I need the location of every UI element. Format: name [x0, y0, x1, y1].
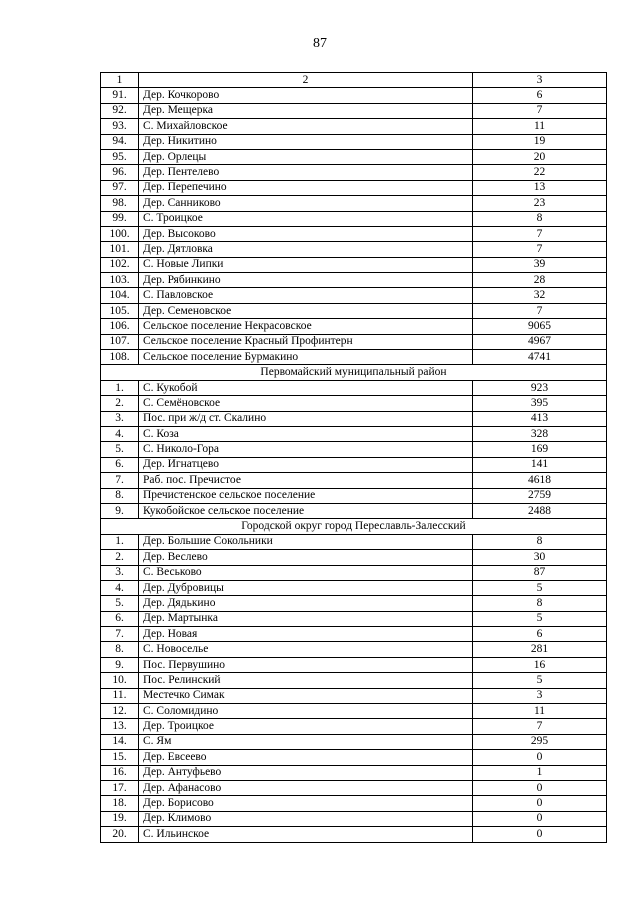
row-number: 95. — [101, 149, 139, 164]
section-title: Городской округ город Переславль-Залесский — [101, 519, 607, 534]
row-number: 7. — [101, 627, 139, 642]
table-row — [101, 442, 607, 457]
settlement-name: Дер. Перепечино — [139, 180, 473, 195]
population-value: 141 — [473, 457, 607, 472]
table-row — [101, 134, 607, 149]
row-number: 107. — [101, 334, 139, 349]
population-value: 4618 — [473, 473, 607, 488]
row-number: 8. — [101, 488, 139, 503]
section-title: Первомайский муниципальный район — [101, 365, 607, 380]
table-row — [101, 119, 607, 134]
row-number: 3. — [101, 565, 139, 580]
row-number: 108. — [101, 350, 139, 365]
population-value: 11 — [473, 704, 607, 719]
row-number: 102. — [101, 257, 139, 272]
table-row — [101, 396, 607, 411]
row-number: 4. — [101, 580, 139, 595]
settlement-name: Дер. Дубровицы — [139, 580, 473, 595]
settlement-name: Кукобойское сельское поселение — [139, 503, 473, 518]
table-row — [101, 673, 607, 688]
table-row — [101, 211, 607, 226]
table-row — [101, 196, 607, 211]
row-number: 91. — [101, 88, 139, 103]
row-number: 19. — [101, 811, 139, 826]
settlement-name: С. Троицкое — [139, 211, 473, 226]
row-number: 100. — [101, 226, 139, 241]
population-value: 2488 — [473, 503, 607, 518]
settlement-name: Дер. Санниково — [139, 196, 473, 211]
population-value: 22 — [473, 165, 607, 180]
row-number: 18. — [101, 796, 139, 811]
population-value: 923 — [473, 380, 607, 395]
population-value: 7 — [473, 103, 607, 118]
settlement-name: Сельское поселение Красный Профинтерн — [139, 334, 473, 349]
population-value: 5 — [473, 611, 607, 626]
row-number: 98. — [101, 196, 139, 211]
population-value: 0 — [473, 780, 607, 795]
settlement-name: С. Кукобой — [139, 380, 473, 395]
row-number: 11. — [101, 688, 139, 703]
population-value: 8 — [473, 534, 607, 549]
settlement-name: Дер. Высоково — [139, 226, 473, 241]
population-value: 7 — [473, 226, 607, 241]
row-number: 105. — [101, 303, 139, 318]
settlement-name: Раб. пос. Пречистое — [139, 473, 473, 488]
table-row — [101, 380, 607, 395]
row-number: 2. — [101, 396, 139, 411]
population-value: 169 — [473, 442, 607, 457]
row-number: 5. — [101, 596, 139, 611]
settlement-name: Дер. Никитино — [139, 134, 473, 149]
settlement-name: Дер. Новая — [139, 627, 473, 642]
table-row — [101, 750, 607, 765]
row-number: 93. — [101, 119, 139, 134]
table-row — [101, 226, 607, 241]
population-value: 4741 — [473, 350, 607, 365]
table-row — [101, 288, 607, 303]
row-number: 3. — [101, 411, 139, 426]
settlement-name: Дер. Афанасово — [139, 780, 473, 795]
row-number: 2. — [101, 550, 139, 565]
settlement-name: С. Семёновское — [139, 396, 473, 411]
population-value: 32 — [473, 288, 607, 303]
population-value: 0 — [473, 796, 607, 811]
row-number: 103. — [101, 273, 139, 288]
row-number: 12. — [101, 704, 139, 719]
row-number: 94. — [101, 134, 139, 149]
settlements-table — [100, 72, 607, 843]
settlement-name: Пос. при ж/д ст. Скалино — [139, 411, 473, 426]
row-number: 20. — [101, 827, 139, 842]
table-row — [101, 257, 607, 272]
settlement-name: Дер. Кочкорово — [139, 88, 473, 103]
population-value: 7 — [473, 719, 607, 734]
table-row — [101, 780, 607, 795]
table-row — [101, 180, 607, 195]
table-row — [101, 488, 607, 503]
settlement-name: Дер. Орлецы — [139, 149, 473, 164]
table-row — [101, 503, 607, 518]
population-value: 6 — [473, 627, 607, 642]
table-row — [101, 565, 607, 580]
row-number: 106. — [101, 319, 139, 334]
row-number: 1. — [101, 534, 139, 549]
header-col-1: 1 — [101, 73, 139, 88]
row-number: 6. — [101, 611, 139, 626]
settlement-name: Дер. Мартынка — [139, 611, 473, 626]
table-row — [101, 242, 607, 257]
population-value: 295 — [473, 734, 607, 749]
row-number: 7. — [101, 473, 139, 488]
settlement-name: Пос. Первушино — [139, 657, 473, 672]
population-value: 7 — [473, 303, 607, 318]
row-number: 5. — [101, 442, 139, 457]
table-row — [101, 627, 607, 642]
table-row — [101, 457, 607, 472]
population-value: 413 — [473, 411, 607, 426]
table-row — [101, 704, 607, 719]
population-value: 9065 — [473, 319, 607, 334]
settlement-name: С. Соломидино — [139, 704, 473, 719]
population-value: 5 — [473, 580, 607, 595]
population-value: 328 — [473, 426, 607, 441]
row-number: 8. — [101, 642, 139, 657]
settlement-name: С. Веськово — [139, 565, 473, 580]
population-value: 6 — [473, 88, 607, 103]
settlement-name: С. Новые Липки — [139, 257, 473, 272]
row-number: 97. — [101, 180, 139, 195]
settlement-name: С. Новоселье — [139, 642, 473, 657]
settlement-name: Пос. Релинский — [139, 673, 473, 688]
table-row — [101, 334, 607, 349]
population-value: 7 — [473, 242, 607, 257]
settlement-name: Дер. Игнатцево — [139, 457, 473, 472]
row-number: 15. — [101, 750, 139, 765]
settlement-name: С. Михайловское — [139, 119, 473, 134]
header-row — [101, 73, 607, 88]
table-row — [101, 88, 607, 103]
table-row — [101, 642, 607, 657]
table-row — [101, 827, 607, 842]
population-value: 8 — [473, 596, 607, 611]
table-row — [101, 103, 607, 118]
settlement-name: Дер. Дядькино — [139, 596, 473, 611]
population-value: 2759 — [473, 488, 607, 503]
settlement-name: Дер. Троицкое — [139, 719, 473, 734]
settlement-name: Дер. Пентелево — [139, 165, 473, 180]
table-row — [101, 149, 607, 164]
table-row — [101, 657, 607, 672]
population-value: 3 — [473, 688, 607, 703]
settlement-name: Дер. Борисово — [139, 796, 473, 811]
settlement-name: Дер. Веслево — [139, 550, 473, 565]
row-number: 17. — [101, 780, 139, 795]
settlement-name: С. Павловское — [139, 288, 473, 303]
population-value: 30 — [473, 550, 607, 565]
header-col-2: 2 — [139, 73, 473, 88]
population-value: 395 — [473, 396, 607, 411]
table-row — [101, 796, 607, 811]
row-number: 99. — [101, 211, 139, 226]
row-number: 1. — [101, 380, 139, 395]
settlement-name: Дер. Евсеево — [139, 750, 473, 765]
settlement-name: Местечко Симак — [139, 688, 473, 703]
settlement-name: С. Ям — [139, 734, 473, 749]
row-number: 101. — [101, 242, 139, 257]
table-row — [101, 550, 607, 565]
population-value: 11 — [473, 119, 607, 134]
table-row — [101, 273, 607, 288]
table-row — [101, 350, 607, 365]
settlement-name: С. Коза — [139, 426, 473, 441]
population-value: 23 — [473, 196, 607, 211]
settlement-name: Пречистенское сельское поселение — [139, 488, 473, 503]
table-row — [101, 303, 607, 318]
population-value: 28 — [473, 273, 607, 288]
table-row — [101, 719, 607, 734]
table-body — [101, 73, 607, 843]
row-number: 6. — [101, 457, 139, 472]
table-row — [101, 319, 607, 334]
settlement-name: Дер. Дятловка — [139, 242, 473, 257]
settlement-name: Дер. Мещерка — [139, 103, 473, 118]
header-col-3: 3 — [473, 73, 607, 88]
row-number: 13. — [101, 719, 139, 734]
row-number: 14. — [101, 734, 139, 749]
settlement-name: Дер. Рябинкино — [139, 273, 473, 288]
settlement-name: Сельское поселение Бурмакино — [139, 350, 473, 365]
population-value: 39 — [473, 257, 607, 272]
population-value: 281 — [473, 642, 607, 657]
table-row — [101, 688, 607, 703]
settlement-name: Дер. Большие Сокольники — [139, 534, 473, 549]
population-value: 0 — [473, 827, 607, 842]
settlement-name: С. Ильинское — [139, 827, 473, 842]
table-row — [101, 426, 607, 441]
population-value: 16 — [473, 657, 607, 672]
table-row — [101, 580, 607, 595]
population-value: 0 — [473, 750, 607, 765]
section-header-row — [101, 365, 607, 380]
row-number: 104. — [101, 288, 139, 303]
table-row — [101, 473, 607, 488]
population-value: 20 — [473, 149, 607, 164]
row-number: 16. — [101, 765, 139, 780]
population-value: 4967 — [473, 334, 607, 349]
table-row — [101, 765, 607, 780]
table-row — [101, 596, 607, 611]
table-row — [101, 165, 607, 180]
row-number: 9. — [101, 657, 139, 672]
settlement-name: Дер. Климово — [139, 811, 473, 826]
population-value: 19 — [473, 134, 607, 149]
table-row — [101, 411, 607, 426]
population-value: 5 — [473, 673, 607, 688]
row-number: 92. — [101, 103, 139, 118]
row-number: 10. — [101, 673, 139, 688]
population-value: 13 — [473, 180, 607, 195]
page-number: 87 — [313, 36, 327, 51]
table-row — [101, 534, 607, 549]
row-number: 9. — [101, 503, 139, 518]
settlement-name: Сельское поселение Некрасовское — [139, 319, 473, 334]
section-header-row — [101, 519, 607, 534]
row-number: 96. — [101, 165, 139, 180]
population-value: 8 — [473, 211, 607, 226]
table-row — [101, 811, 607, 826]
table-row — [101, 611, 607, 626]
population-value: 0 — [473, 811, 607, 826]
settlement-name: Дер. Семеновское — [139, 303, 473, 318]
settlement-name: С. Николо-Гора — [139, 442, 473, 457]
settlement-name: Дер. Антуфьево — [139, 765, 473, 780]
table-row — [101, 734, 607, 749]
population-value: 1 — [473, 765, 607, 780]
population-value: 87 — [473, 565, 607, 580]
row-number: 4. — [101, 426, 139, 441]
